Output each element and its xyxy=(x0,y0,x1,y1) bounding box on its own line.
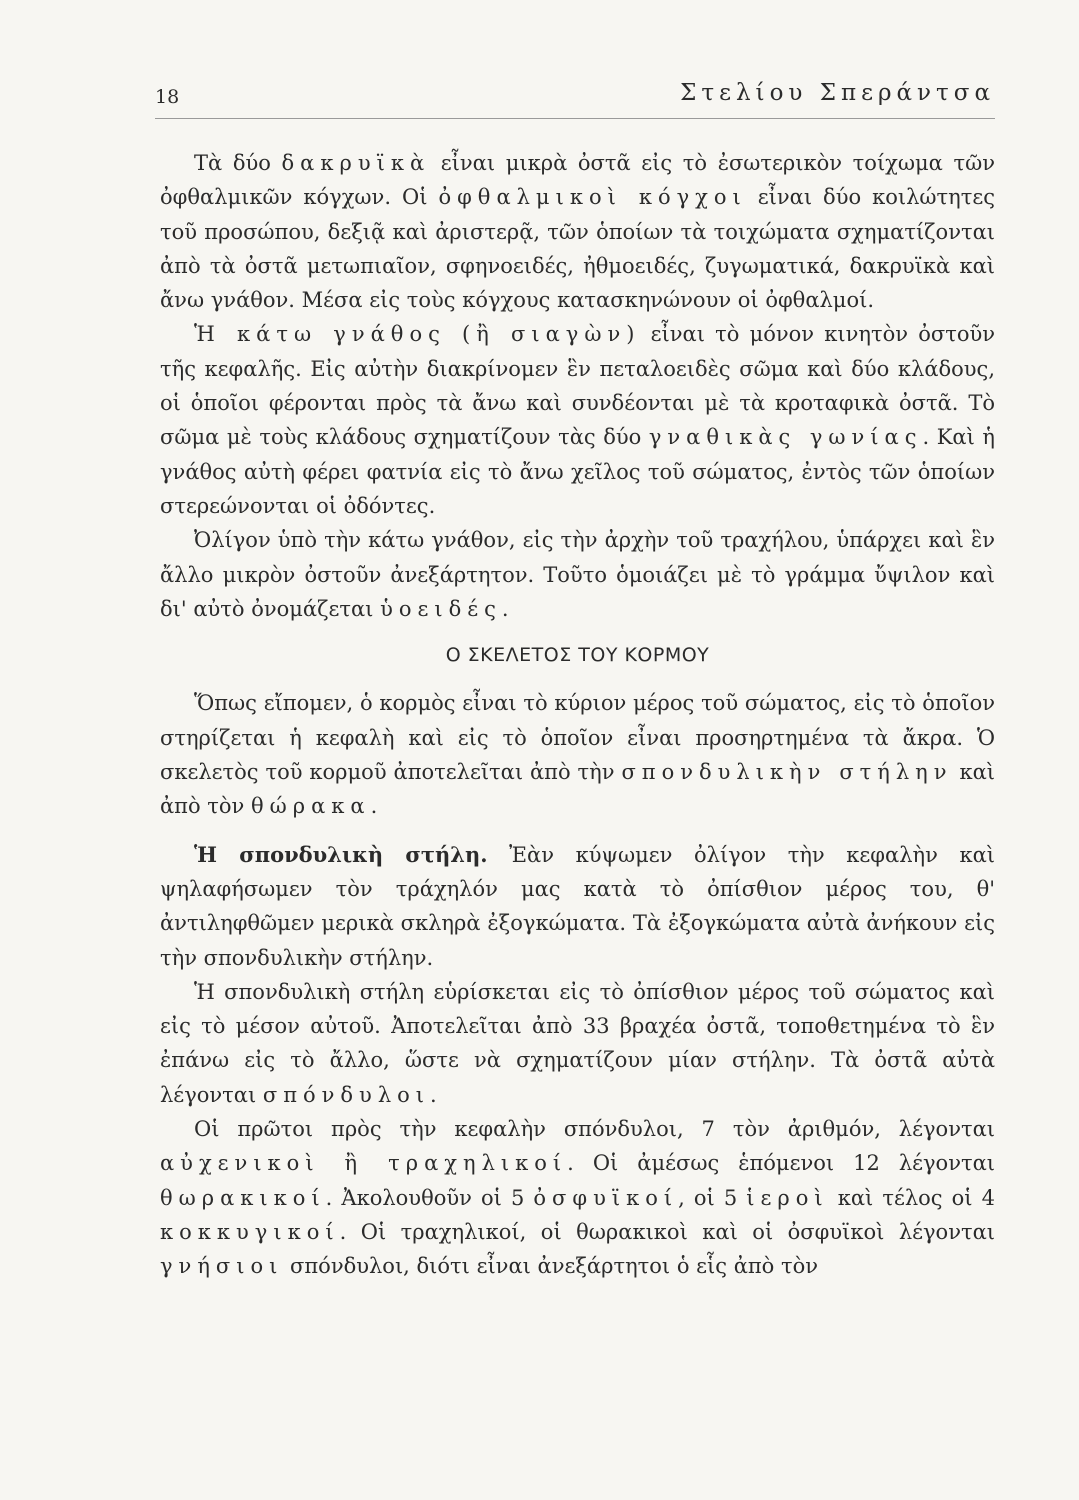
paragraph-vertebrae: Ἡ σπονδυλικὴ στήλη εὑρίσκεται εἰς τὸ ὀπίσθιον μέρος τοῦ σώματος καὶ εἰς τὸ μέσον αὐτοῦ. Ἀποτελεῖται ἀπὸ 33 βραχέα ὀστᾶ, τοποθετημένα τὸ ἓν ἐπάνω εἰς τὸ ἄλλο, ὥστε νὰ σχηματίζουν μίαν στήλην. Τὰ ὀστᾶ αὐτὰ λέγονται σπόνδυλοι. xyxy=(160,979,995,1107)
term-cervical: αὐχενικοὶ ἢ τραχηλικοί xyxy=(160,1151,568,1176)
term-vertebrae: σπόνδυλοι xyxy=(262,1082,431,1107)
term-lumbar: ὀσφυϊκοί xyxy=(533,1185,679,1210)
running-head: Στελίου Σπεράντσα xyxy=(680,80,995,106)
term-jaw-angles: γναθικὰς γωνίας xyxy=(648,425,923,450)
paragraph-lacrimal: Τὰ δύο δακρυϊκὰ εἶναι μικρὰ ὀστᾶ εἰς τὸ ἐσωτερικὸν τοίχωμα τῶν ὀφθαλμικῶν κόγχων. Οἱ ὀφθαλμικοὶ κόγχοι εἶναι δύο κοιλώτητες τοῦ προσώπου, δεξιᾷ καὶ ἀριστερᾷ, τῶν ὁποίων τὰ τοιχώματα σχηματίζονται ἀπὸ τὰ ὀστᾶ μετωπιαῖον, σφηνοειδές, ἠθμοειδές, ζυγωματικά, δακρυϊκὰ καὶ ἄνω γνάθον. Μέσα εἰς τοὺς κόγχους κατασκηνώνουν οἱ ὀφθαλμοί. xyxy=(160,151,996,313)
term-mandible: Ἡ κάτω γνάθος (ἢ σιαγὼν) xyxy=(194,322,641,347)
term-hyoid: ὑοειδές xyxy=(380,596,502,621)
paragraph-spine: Ἡ σπονδυλικὴ στήλη. Ἐὰν κύψωμεν ὀλίγον τὴν κεφαλὴν καὶ ψηλαφήσωμεν τὸν τράχηλόν μας κατὰ τὸ ὀπίσθιον μέρος του, θ' ἀντιληφθῶμεν μερικὰ σκληρὰ ἐξογκώματα. Τὰ ἐξογκώματα αὐτὰ ἀνήκουν εἰς τὴν σπονδυλικὴν στήλην. xyxy=(160,841,995,970)
page-number: 18 xyxy=(155,86,180,108)
term-lacrimal: δακρυϊκὰ xyxy=(281,151,431,175)
paragraph-trunk: Ὅπως εἴπομεν, ὁ κορμὸς εἶναι τὸ κύριον μέρος τοῦ σώματος, εἰς τὸ ὁποῖον στηρίζεται ἡ κεφαλὴ καὶ εἰς τὸ ὁποῖον εἶναι προσηρτημένα τὰ ἄκρα. Ὁ σκελετὸς τοῦ κορμοῦ ἀποτελεῖται ἀπὸ τὴν σπονδυλικὴν στήλην καὶ ἀπὸ τὸν θώρακα. xyxy=(160,691,995,819)
section-title: Ο ΣΚΕΛΕΤΟΣ ΤΟΥ ΚΟΡΜΟΥ xyxy=(445,644,710,667)
term-thoracic: θωρακικοί xyxy=(160,1185,326,1210)
subheading-spine: Ἡ σπονδυλικὴ στήλη. xyxy=(194,841,488,867)
term-orbits: ὀφθαλμικοὶ κόγχοι xyxy=(438,185,747,210)
body-text xyxy=(160,146,995,1284)
paragraph-hyoid: Ὀλίγον ὑπὸ τὴν κάτω γνάθον, εἰς τὴν ἀρχὴν τοῦ τραχήλου, ὑπάρχει καὶ ἓν ἄλλο μικρὸν ὀστοῦν ἀνεξάρτητον. Τοῦτο ὁμοιάζει μὲ τὸ γράμμα ὔψιλον καὶ δι' αὐτὸ ὀνομάζεται ὑοειδές. xyxy=(160,528,995,621)
term-coccygeal: κοκκυγικοί xyxy=(160,1219,340,1244)
term-thorax: θώρακα xyxy=(251,794,371,819)
page-header xyxy=(155,78,995,119)
term-spine: σπονδυλικὴν στήλην xyxy=(621,760,953,785)
spacer xyxy=(160,824,995,838)
term-sacral: ἱεροὶ xyxy=(746,1185,829,1210)
paragraph-mandible: Ἡ κάτω γνάθος (ἢ σιαγὼν) εἶναι τὸ μόνον κινητὸν ὀστοῦν τῆς κεφαλῆς. Εἰς αὐτὴν διακρίνομεν ἓν πεταλοειδὲς σῶμα καὶ δύο κλάδους, οἱ ὁποῖοι φέρονται πρὸς τὰ ἄνω καὶ συνδέονται μὲ τὰ κροταφικὰ ὀστᾶ. Τὸ σῶμα μὲ τοὺς κλάδους σχηματίζουν τὰς δύο γναθικὰς γωνίας. Καὶ ἡ γνάθος αὐτὴ φέρει φατνία εἰς τὸ ἄνω χεῖλος τοῦ σώματος, ἐντὸς τῶν ὁποίων στερεώνονται οἱ ὀδόντες. xyxy=(160,322,995,518)
term-true-vertebrae: γνήσιοι xyxy=(160,1254,284,1279)
paragraph-vertebra-types: Οἱ πρῶτοι πρὸς τὴν κεφαλὴν σπόνδυλοι, 7 τὸν ἀριθμόν, λέγονται αὐχενικοὶ ἢ τραχηλικοί. Οἱ ἀμέσως ἑπόμενοι 12 λέγονται θωρακικοί. Ἀκολουθοῦν οἱ 5 ὀσφυϊκοί, οἱ 5 ἱεροὶ καὶ τέλος οἱ 4 κοκκυγικοί. Οἱ τραχηλικοί, οἱ θωρακικοὶ καὶ οἱ ὀσφυϊκοὶ λέγονται γνήσιοι σπόνδυλοι, διότι εἶναι ἀνεξάρτητοι ὁ εἷς ἀπὸ τὸν xyxy=(160,1117,995,1279)
